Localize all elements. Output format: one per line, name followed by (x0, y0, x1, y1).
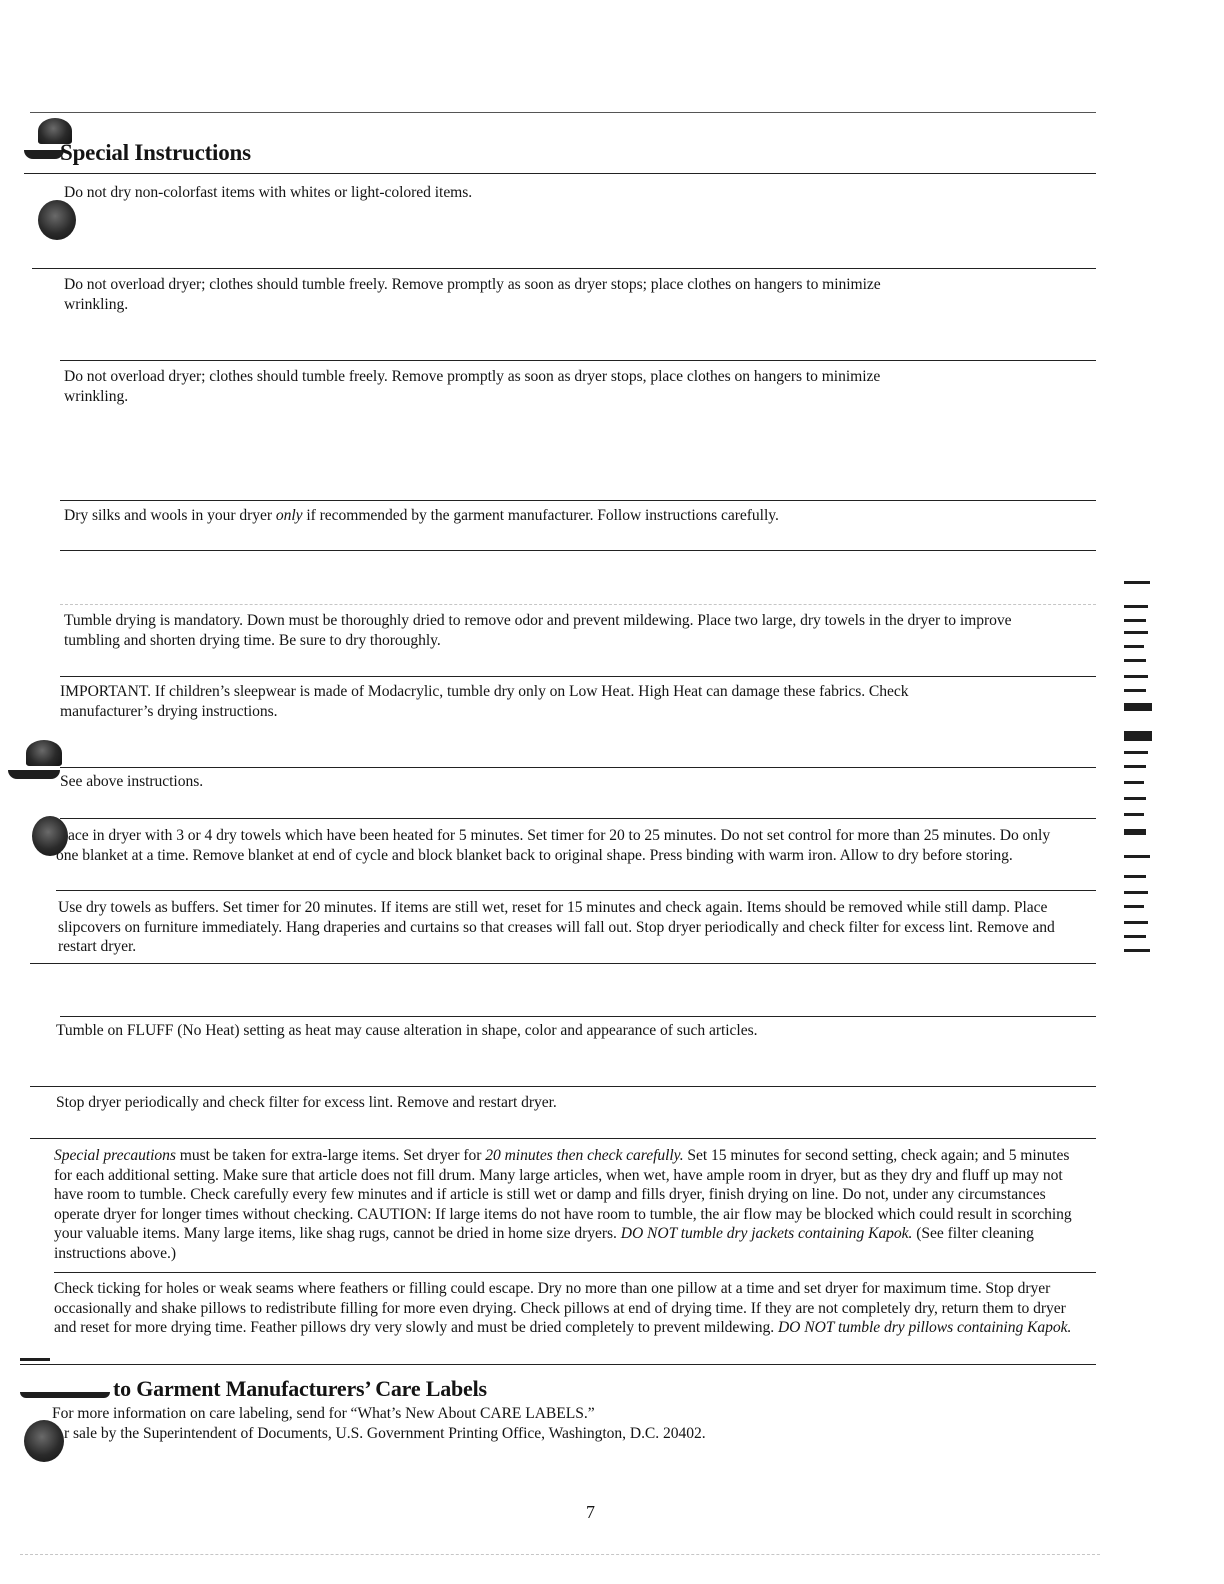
punch-hole-decoration (26, 740, 62, 766)
punch-hole-decoration (24, 1420, 64, 1462)
instruction-pillows: Check ticking for holes or weak seams where feathers or filling could escape. Dry no more than one pillow at a time and set dryer for maximum time. Stop dryer occasionally and shake pillows to redistribute filling for more even drying. Check pillows at end of drying time. If they are not completely dry, return them to dryer and reset for more drying time. Feather pillows dry very slowly and must be dried completely to prevent mildewing. DO NOT tumble dry pillows containing Kapok. (54, 1280, 1072, 1336)
instruction-down: Tumble drying is mandatory. Down must be thoroughly dried to remove odor and prevent mildewing. Place two large, dry towels in the dryer to improve tumbling and shorten drying time. Be sure to dry thoroughly. (64, 612, 1012, 649)
heading-marker-graphic (20, 1392, 110, 1398)
care-labels-sale: r sale by the Superintendent of Documents, U.S. Government Printing Office, Washington, D.C. 20402. (64, 1425, 706, 1442)
faint-divider (60, 604, 1096, 605)
instruction-large-items: Special precautions must be taken for extra-large items. Set dryer for 20 minutes then check carefully. Set 15 minutes for second setting, check again; and 5 minutes for each additional setting. Make sure that article does not fill drum. Many large articles, when wet, have ample room in dryer, but as they dry and fluff up may not have room to tumble. Check carefully every few minutes and if article is still wet or damp and fills dryer, finish drying on line. Do not, under any circumstances operate dryer for longer times without checking. CAUTION: If large items do not have room to tumble, the air flow may be blocked which could result in scorching your valuable items. Many large items, like shag rugs, cannot be dried in home size dryers. DO NOT tumble dry jackets containing Kapok. (See filter cleaning instructions above.) (54, 1147, 1072, 1262)
divider (60, 1016, 1096, 1017)
section-heading-care-labels: to Garment Manufacturers’ Care Labels (113, 1376, 487, 1401)
divider (60, 676, 1096, 677)
section-heading-special-instructions: Special Instructions (60, 140, 251, 165)
divider (56, 890, 1096, 891)
instruction-overload-1: Do not overload dryer; clothes should tumble freely. Remove promptly as soon as dryer stops; place clothes on hangers to minimize wrinkling. (64, 276, 881, 313)
divider (30, 1086, 1096, 1087)
instruction-sleepwear: IMPORTANT. If children’s sleepwear is made of Modacrylic, tumble dry only on Low Heat. High Heat can damage these fabrics. Check manufacturer’s drying instructions. (60, 683, 909, 720)
instruction-see-above: See above instructions. (60, 773, 204, 790)
divider (32, 268, 1096, 269)
divider (60, 818, 1096, 819)
divider (54, 1272, 1096, 1273)
bottom-rule (20, 1554, 1100, 1555)
margin-tab-marks (1124, 575, 1174, 955)
instruction-stop-dryer: Stop dryer periodically and check filter for excess lint. Remove and restart dryer. (56, 1094, 557, 1111)
instruction-noncolorfast: Do not dry non-colorfast items with whites or light-colored items. (64, 184, 473, 201)
instruction-fluff: Tumble on FLUFF (No Heat) setting as heat may cause alteration in shape, color and appearance of such articles. (56, 1022, 758, 1039)
divider (30, 963, 1096, 964)
divider (60, 550, 1096, 551)
heading-marker-graphic (20, 1358, 50, 1361)
divider (60, 500, 1096, 501)
punch-hole-decoration (38, 200, 76, 240)
divider (20, 1364, 1096, 1365)
page-number: 7 (586, 1502, 595, 1522)
care-labels-info: For more information on care labeling, send for “What’s New About CARE LABELS.” (52, 1405, 595, 1422)
divider (60, 360, 1096, 361)
instruction-slipcovers: Use dry towels as buffers. Set timer for 20 minutes. If items are still wet, reset for 15 minutes and check again. Items should be removed while still damp. Place slipcovers on furniture immediately. Hang draperies and curtains so that creases will fall out. Stop dryer periodically and check filter for excess lint. Remove and restart dryer. (58, 899, 1055, 955)
heading-rule (24, 173, 1096, 174)
instruction-silks-wools: Dry silks and wools in your dryer only if recommended by the garment manufacturer. Follow instructions carefully. (64, 507, 779, 524)
heading-marker-graphic (24, 150, 64, 159)
divider (60, 767, 1096, 768)
divider (30, 1138, 1096, 1139)
instruction-blanket: ace in dryer with 3 or 4 dry towels which have been heated for 5 minutes. Set timer for 20 to 25 minutes. Do not set control for more than 25 minutes. Do only one blanket at a time. Remove blanket at end of cycle and block blanket back to original shape. Press binding with warm iron. Allow to dry before storing. (56, 827, 1051, 864)
instruction-overload-2: Do not overload dryer; clothes should tumble freely. Remove promptly as soon as dryer stops, place clothes on hangers to minimize wrinkling. (64, 368, 881, 405)
top-rule (30, 112, 1096, 113)
heading-marker-graphic (8, 770, 60, 779)
